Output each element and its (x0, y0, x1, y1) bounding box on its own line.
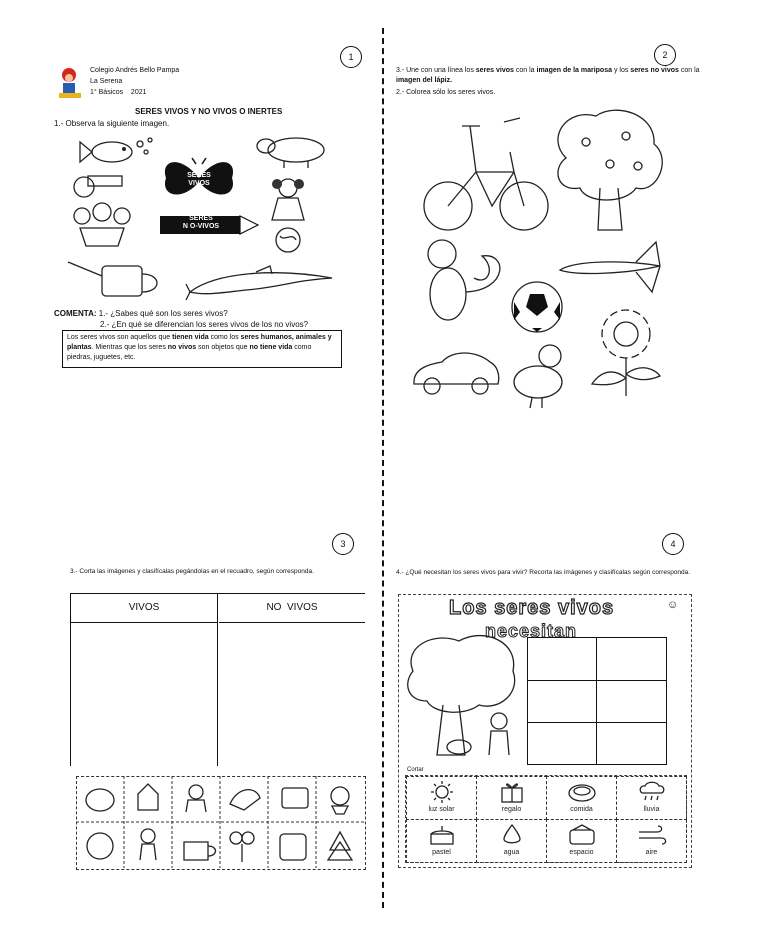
doll-drawing (258, 176, 320, 226)
cortar-label: Cortar (407, 767, 424, 773)
flowerpot-drawing (66, 202, 138, 248)
box-text-3: . Mientras que los seres (91, 344, 168, 351)
squirrel-drawing (418, 232, 510, 328)
school-grade: 1° Básicos 2021 (90, 89, 147, 96)
item-label-espacio: espacio (569, 849, 594, 856)
sun-icon (429, 781, 455, 803)
water-drop-icon (501, 824, 523, 846)
cutout-grid-art (76, 776, 364, 868)
box-bold-4: no tiene vida (249, 344, 293, 351)
item-pastel (406, 819, 477, 863)
item-label-pastel: pastel (432, 849, 451, 856)
page1-instruction: 1.- Observa la siguiente imagen. (54, 119, 170, 128)
child-face-icon: ☺ (667, 599, 679, 611)
food-icon (567, 781, 597, 803)
item-agua (476, 819, 547, 863)
item-label-luz-solar: luz solar (428, 806, 455, 813)
pencil-label (162, 215, 240, 231)
box-bold-3: no vivos (167, 344, 197, 351)
p2-bold-f: seres no vivos (630, 67, 679, 74)
tree-drawing (546, 108, 672, 234)
page2-instruction-1 (396, 66, 716, 86)
answer-grid (527, 637, 667, 765)
box-text-2: como los (208, 334, 241, 341)
comenta-line (54, 308, 228, 319)
page-number-4: 4 (662, 533, 684, 555)
wind-icon (637, 824, 667, 846)
cake-icon (427, 824, 457, 846)
dolphin-drawing (186, 266, 336, 306)
item-label-agua: agua (503, 849, 520, 856)
box-text-1: Los seres vivos son aquellos que (67, 334, 173, 341)
pencil-label-line2: N O-VIVOS (182, 223, 220, 230)
p2-bold-h: imagen del lápiz. (396, 77, 453, 84)
poster-subtitle: necesitan (485, 621, 578, 641)
poster-title: Los seres vivos (449, 597, 615, 619)
item-aire (616, 819, 687, 863)
column-divider (217, 622, 218, 766)
whistle-drawing (70, 170, 126, 200)
item-comida (546, 776, 617, 820)
answer-grid-hline-1 (528, 680, 666, 681)
school-logo (56, 66, 84, 102)
item-lluvia (616, 776, 687, 820)
pencil-label-line1: SERES (189, 215, 213, 222)
spaceship-drawing (556, 240, 674, 296)
school-city: La Serena (90, 78, 123, 85)
item-luz-solar (406, 776, 477, 820)
watering-can-drawing (66, 256, 170, 300)
chick-drawing (508, 340, 570, 410)
p2-text-g: con la (678, 67, 700, 74)
butterfly-label (160, 172, 238, 188)
sunflower-drawing (588, 304, 664, 400)
bicycle-drawing (420, 112, 550, 238)
item-regalo (476, 776, 547, 820)
page-number-1: 1 (340, 46, 362, 68)
p2-text-e: y los (612, 67, 631, 74)
box-bold-2: seres humanos, animales y plantas (67, 334, 332, 351)
needs-poster (398, 594, 692, 868)
column-no-vivos-header: NO VIVOS (219, 594, 365, 623)
item-espacio (546, 819, 617, 863)
needs-items-grid (405, 775, 687, 863)
fish-drawing (80, 134, 160, 170)
box-bold-1: tienen vida (172, 334, 209, 341)
tree-child-illustration (403, 631, 523, 761)
p2-text-a: 3.- Une con una línea los (396, 67, 476, 74)
page-number-2: 2 (654, 44, 676, 66)
gift-icon (499, 781, 525, 803)
item-label-lluvia: lluvia (643, 806, 660, 813)
space-icon (567, 824, 597, 846)
p2-bold-d: imagen de la mariposa (536, 67, 612, 74)
p2-text-c: con la (513, 67, 537, 74)
page-divider (382, 28, 384, 908)
column-vivos-header: VIVOS (71, 594, 218, 623)
page1-title: SERES VIVOS Y NO VIVOS O INERTES (135, 107, 283, 116)
p2-bold-b: seres vivos (475, 67, 514, 74)
item-label-aire: aire (645, 849, 658, 856)
classification-table (70, 593, 365, 766)
butterfly-label-line2: VIVOS (188, 180, 210, 187)
comenta-label: COMENTA: (54, 309, 97, 318)
question-2: 2.- ¿En qué se diferencian los seres vivos de los no vivos? (100, 320, 309, 329)
answer-grid-hline-2 (528, 722, 666, 723)
page4-instruction: 4.- ¿Qué necesitan los seres vivos para vivir? Recorta las imágenes y clasifícalas según corresponda. (396, 569, 691, 576)
item-label-regalo: regalo (501, 806, 522, 813)
sheep-drawing (254, 134, 330, 170)
item-label-comida: comida (570, 806, 593, 813)
definition-box (62, 330, 342, 368)
answer-grid-vline (596, 638, 597, 764)
page-number-3: 3 (332, 533, 354, 555)
box-text-4: son objetos que (196, 344, 250, 351)
car-drawing (410, 346, 502, 402)
school-name: Colegio Andrés Bello Pampa (90, 67, 180, 74)
box-text-5: como piedras, juguetes, etc. (67, 344, 312, 361)
rain-cloud-icon (637, 781, 667, 803)
butterfly-label-line1: SERES (187, 172, 211, 179)
page3-instruction: 3.- Corta las imágenes y clasifícalas pegándolas en el recuadro, según corresponda. (70, 568, 314, 575)
page2-instruction-2: 2.- Colorea sólo los seres vivos. (396, 89, 496, 96)
globe-drawing (270, 226, 310, 256)
question-1: 1.- ¿Sabes qué son los seres vivos? (96, 309, 228, 318)
